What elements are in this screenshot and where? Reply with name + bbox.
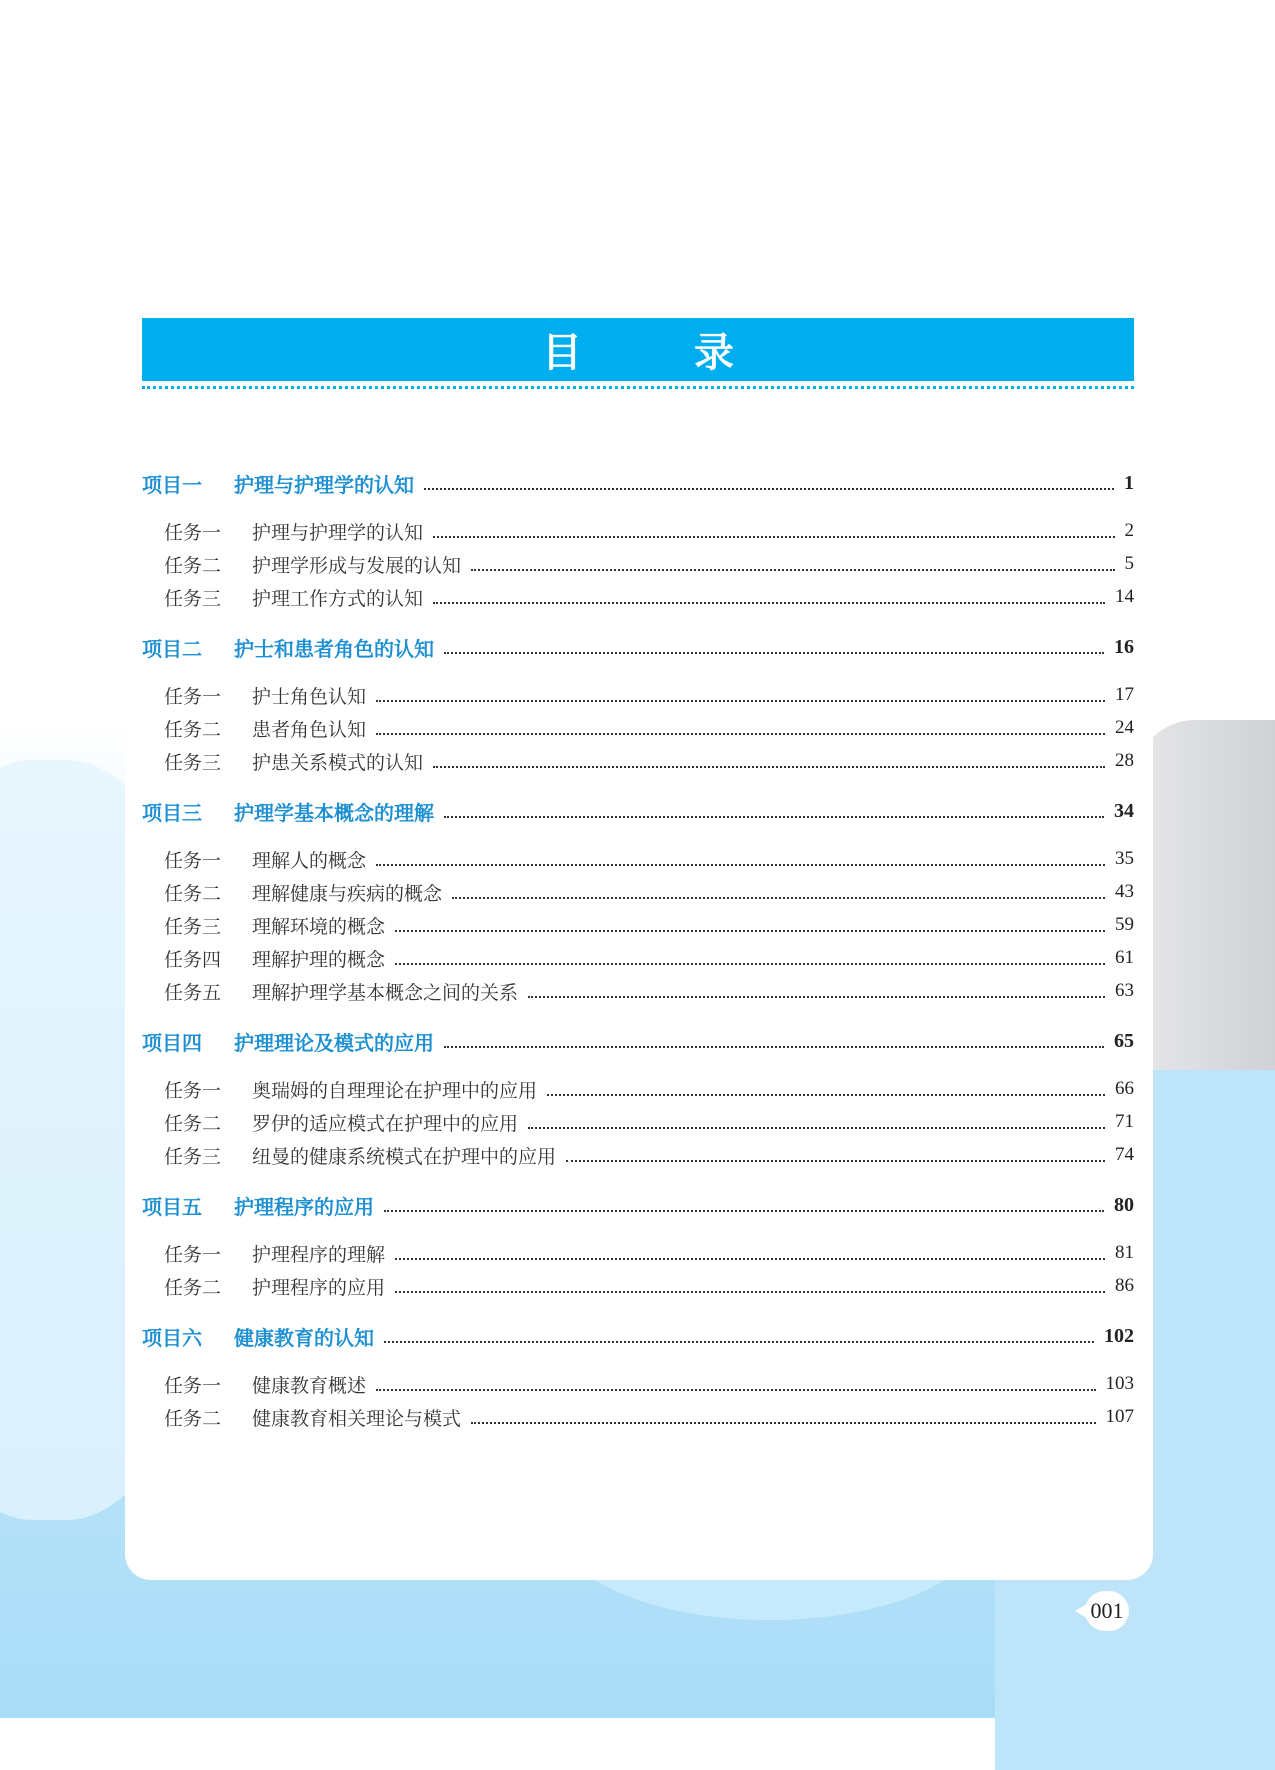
toc-entry-number: 任务一 <box>164 1079 222 1102</box>
page-title: 目 录 <box>542 329 770 376</box>
dot-leader <box>528 1127 1105 1129</box>
dot-leader <box>384 1341 1094 1343</box>
toc-page-number: 24 <box>1115 717 1134 738</box>
toc-entry-title: 护理学形成与发展的认知 <box>252 554 462 577</box>
toc-page-number: 74 <box>1115 1144 1134 1165</box>
toc-page-number: 17 <box>1115 684 1134 705</box>
toc-entry-title: 奥瑞姆的自理理论在护理中的应用 <box>252 1079 538 1102</box>
toc-chapter-row[interactable] <box>142 468 1134 498</box>
toc-task-row[interactable] <box>142 1271 1134 1301</box>
toc-page-number: 107 <box>1105 1406 1134 1427</box>
dot-leader <box>384 1210 1104 1212</box>
toc-task-row[interactable] <box>142 844 1134 874</box>
dot-leader <box>528 996 1105 998</box>
toc-entry-number: 任务四 <box>164 948 222 971</box>
dot-leader <box>424 488 1114 490</box>
toc-entry-title: 护理程序的应用 <box>234 1194 374 1219</box>
toc-page-number: 63 <box>1115 980 1134 1001</box>
toc-entry-title: 护理工作方式的认知 <box>252 587 424 610</box>
toc-chapter-row[interactable] <box>142 1190 1134 1220</box>
toc-task-row[interactable] <box>142 1238 1134 1268</box>
toc-page-number: 5 <box>1124 553 1134 574</box>
toc-entry-title: 护患关系模式的认知 <box>252 751 424 774</box>
dot-leader <box>444 652 1104 654</box>
toc-task-row[interactable] <box>142 746 1134 776</box>
toc-entry-number: 任务三 <box>164 751 222 774</box>
dot-leader <box>395 1258 1105 1260</box>
toc-entry-number: 任务一 <box>164 849 222 872</box>
dot-leader <box>452 897 1105 899</box>
dot-leader <box>433 766 1105 768</box>
dot-leader <box>433 602 1105 604</box>
toc-entry-number: 任务一 <box>164 1243 222 1266</box>
toc-page-number: 2 <box>1124 520 1134 541</box>
toc-entry-title: 罗伊的适应模式在护理中的应用 <box>252 1112 519 1135</box>
dot-leader <box>395 930 1105 932</box>
toc-entry-number: 项目二 <box>142 636 202 661</box>
toc-entry-number: 任务二 <box>164 1276 222 1299</box>
toc-page-number: 80 <box>1114 1193 1134 1216</box>
dot-leader <box>433 536 1114 538</box>
toc-chapter-row[interactable] <box>142 1321 1134 1351</box>
dot-leader <box>376 700 1105 702</box>
toc-entry-number: 项目三 <box>142 800 202 825</box>
dot-leader <box>395 963 1105 965</box>
dot-leader <box>471 569 1114 571</box>
dot-leader <box>395 1291 1105 1293</box>
dot-leader <box>547 1094 1105 1096</box>
toc-entry-title: 护士角色认知 <box>252 685 367 708</box>
toc-page-number: 14 <box>1115 586 1134 607</box>
toc-entry-title: 纽曼的健康系统模式在护理中的应用 <box>252 1145 557 1168</box>
toc-page-number: 61 <box>1115 947 1134 968</box>
toc-task-row[interactable] <box>142 1074 1134 1104</box>
toc-entry-number: 任务三 <box>164 1145 222 1168</box>
toc-page-number: 81 <box>1115 1242 1134 1263</box>
title-banner <box>142 318 1134 381</box>
toc-task-row[interactable] <box>142 1402 1134 1432</box>
toc-page-number: 59 <box>1115 914 1134 935</box>
toc-entry-number: 任务三 <box>164 915 222 938</box>
dot-leader <box>376 864 1105 866</box>
toc-entry-title: 健康教育相关理论与模式 <box>252 1407 462 1430</box>
toc-page-number: 103 <box>1105 1373 1134 1394</box>
toc-entry-title: 理解护理学基本概念之间的关系 <box>252 981 519 1004</box>
title-divider <box>142 386 1134 389</box>
toc-task-row[interactable] <box>142 516 1134 546</box>
toc-entry-title: 护理与护理学的认知 <box>234 472 414 497</box>
toc-page-number: 102 <box>1104 1324 1134 1347</box>
toc-entry-title: 护理程序的理解 <box>252 1243 386 1266</box>
toc-entry-title: 护士和患者角色的认知 <box>234 636 434 661</box>
toc-entry-number: 任务二 <box>164 718 222 741</box>
toc-entry-number: 项目五 <box>142 1194 202 1219</box>
page-number: 001 <box>1085 1591 1129 1631</box>
dot-leader <box>376 733 1105 735</box>
toc-entry-title: 护理理论及模式的应用 <box>234 1030 434 1055</box>
toc-task-row[interactable] <box>142 549 1134 579</box>
toc-task-row[interactable] <box>142 943 1134 973</box>
toc-entry-title: 健康教育的认知 <box>234 1325 374 1350</box>
toc-page-number: 35 <box>1115 848 1134 869</box>
toc-task-row[interactable] <box>142 1140 1134 1170</box>
toc-entry-number: 任务二 <box>164 882 222 905</box>
toc-entry-title: 理解健康与疾病的概念 <box>252 882 443 905</box>
toc-entry-title: 理解人的概念 <box>252 849 367 872</box>
toc-entry-number: 任务二 <box>164 1407 222 1430</box>
toc-entry-number: 任务五 <box>164 981 222 1004</box>
dot-leader <box>566 1160 1105 1162</box>
toc-entry-title: 患者角色认知 <box>252 718 367 741</box>
toc-entry-number: 任务三 <box>164 587 222 610</box>
dot-leader <box>444 816 1104 818</box>
toc-entry-number: 任务二 <box>164 554 222 577</box>
toc-entry-number: 项目四 <box>142 1030 202 1055</box>
toc-page-number: 34 <box>1114 799 1134 822</box>
toc-entry-number: 项目一 <box>142 472 202 497</box>
toc-entry-title: 护理与护理学的认知 <box>252 521 424 544</box>
toc-entry-number: 任务一 <box>164 685 222 708</box>
toc-page-number: 86 <box>1115 1275 1134 1296</box>
toc-task-row[interactable] <box>142 910 1134 940</box>
toc-task-row[interactable] <box>142 1369 1134 1399</box>
toc-page-number: 71 <box>1115 1111 1134 1132</box>
toc-task-row[interactable] <box>142 680 1134 710</box>
toc-entry-title: 护理学基本概念的理解 <box>234 800 434 825</box>
toc-entry-number: 任务二 <box>164 1112 222 1135</box>
toc-chapter-row[interactable] <box>142 632 1134 662</box>
dot-leader <box>444 1046 1104 1048</box>
toc-page-number: 1 <box>1124 471 1134 494</box>
dot-leader <box>471 1422 1095 1424</box>
toc-entry-title: 护理程序的应用 <box>252 1276 386 1299</box>
toc-page-number: 28 <box>1115 750 1134 771</box>
toc-entry-title: 理解环境的概念 <box>252 915 386 938</box>
toc-task-row[interactable] <box>142 582 1134 612</box>
toc-entry-number: 任务一 <box>164 1374 222 1397</box>
toc-task-row[interactable] <box>142 877 1134 907</box>
toc-page-number: 43 <box>1115 881 1134 902</box>
toc-page-number: 65 <box>1114 1029 1134 1052</box>
toc-task-row[interactable] <box>142 1107 1134 1137</box>
toc-page-number: 66 <box>1115 1078 1134 1099</box>
dot-leader <box>376 1389 1095 1391</box>
toc-entry-number: 任务一 <box>164 521 222 544</box>
toc-page-number: 16 <box>1114 635 1134 658</box>
toc-entry-title: 理解护理的概念 <box>252 948 386 971</box>
toc-chapter-row[interactable] <box>142 1026 1134 1056</box>
toc-chapter-row[interactable] <box>142 796 1134 826</box>
toc-task-row[interactable] <box>142 713 1134 743</box>
toc-entry-number: 项目六 <box>142 1325 202 1350</box>
toc-entry-title: 健康教育概述 <box>252 1374 367 1397</box>
toc-task-row[interactable] <box>142 976 1134 1006</box>
